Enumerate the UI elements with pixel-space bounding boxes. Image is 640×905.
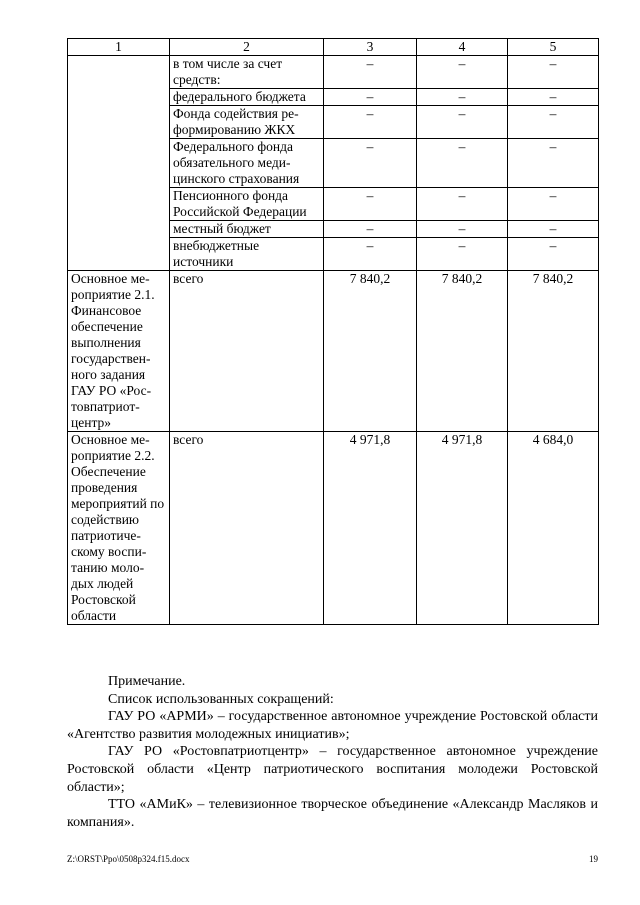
value-cell: – — [324, 221, 417, 238]
measure-name: Основное ме-роприятие 2.2. Обеспечение проведения мероприятий по содействию патриотиче-скому воспи-танию моло-дых людей Ростовской области — [68, 432, 170, 625]
value-cell: – — [417, 89, 508, 106]
measure-name: Основное ме-роприятие 2.1. Финансовое обеспечение выполнения государствен-ного задания ГАУ РО «Рос-товпатриот-центр» — [68, 271, 170, 432]
source-label: местный бюджет — [170, 221, 324, 238]
source-label: федерального бюджета — [170, 89, 324, 106]
value-cell: – — [508, 89, 599, 106]
value-cell: – — [508, 221, 599, 238]
page-number: 19 — [589, 854, 598, 864]
table-header-row — [68, 39, 599, 56]
notes-section — [67, 673, 598, 831]
empty-name-cell — [68, 56, 170, 271]
source-label: внебюджетные источники — [170, 238, 324, 271]
source-label: всего — [170, 432, 324, 625]
table-row — [68, 432, 599, 625]
budget-table — [67, 38, 599, 625]
abbreviation-item: ТТО «АМиК» – телевизионное творческое объединение «Александр Масляков и компания». — [67, 797, 598, 830]
value-cell: 4 971,8 — [417, 432, 508, 625]
table-row — [68, 56, 599, 89]
value-cell: 7 840,2 — [508, 271, 599, 432]
value-cell: – — [417, 188, 508, 221]
source-label: всего — [170, 271, 324, 432]
value-cell: – — [324, 106, 417, 139]
value-cell: 7 840,2 — [324, 271, 417, 432]
source-label: в том числе за счет средств: — [170, 56, 324, 89]
header-cell: 3 — [324, 39, 417, 56]
value-cell: 7 840,2 — [417, 271, 508, 432]
value-cell: – — [417, 56, 508, 89]
abbreviation-item: ГАУ РО «АРМИ» – государственное автономное учреждение Ростовской области «Агентство развития молодежных инициатив»; — [67, 709, 598, 742]
value-cell: – — [417, 238, 508, 271]
value-cell: – — [324, 238, 417, 271]
value-cell: – — [508, 188, 599, 221]
value-cell: – — [508, 139, 599, 188]
value-cell: – — [324, 89, 417, 106]
value-cell: – — [324, 188, 417, 221]
page-footer — [67, 854, 598, 864]
header-cell: 5 — [508, 39, 599, 56]
value-cell: – — [508, 238, 599, 271]
header-cell: 4 — [417, 39, 508, 56]
value-cell: – — [417, 221, 508, 238]
source-label: Фонда содействия ре-формированию ЖКХ — [170, 106, 324, 139]
notes-title: Примечание. — [108, 674, 186, 689]
abbreviations-title: Список использованных сокращений: — [108, 691, 334, 707]
file-path: Z:\ORST\Ppo\0508p324.f15.docx — [67, 854, 190, 864]
value-cell: 4 971,8 — [324, 432, 417, 625]
source-label: Пенсионного фонда Российской Федерации — [170, 188, 324, 221]
value-cell: – — [508, 106, 599, 139]
header-cell: 1 — [68, 39, 170, 56]
value-cell: – — [417, 106, 508, 139]
value-cell: 4 684,0 — [508, 432, 599, 625]
value-cell: – — [508, 56, 599, 89]
header-cell: 2 — [170, 39, 324, 56]
value-cell: – — [417, 139, 508, 188]
table-row — [68, 271, 599, 432]
abbreviation-item: ГАУ РО «Ростовпатриотцентр» – государственное автономное учреждение Ростовской области «Центр патриотического воспитания молодежи Ростовской области»; — [67, 744, 598, 795]
source-label: Федерального фонда обязательного меди-цинского страхования — [170, 139, 324, 188]
value-cell: – — [324, 139, 417, 188]
value-cell: – — [324, 56, 417, 89]
